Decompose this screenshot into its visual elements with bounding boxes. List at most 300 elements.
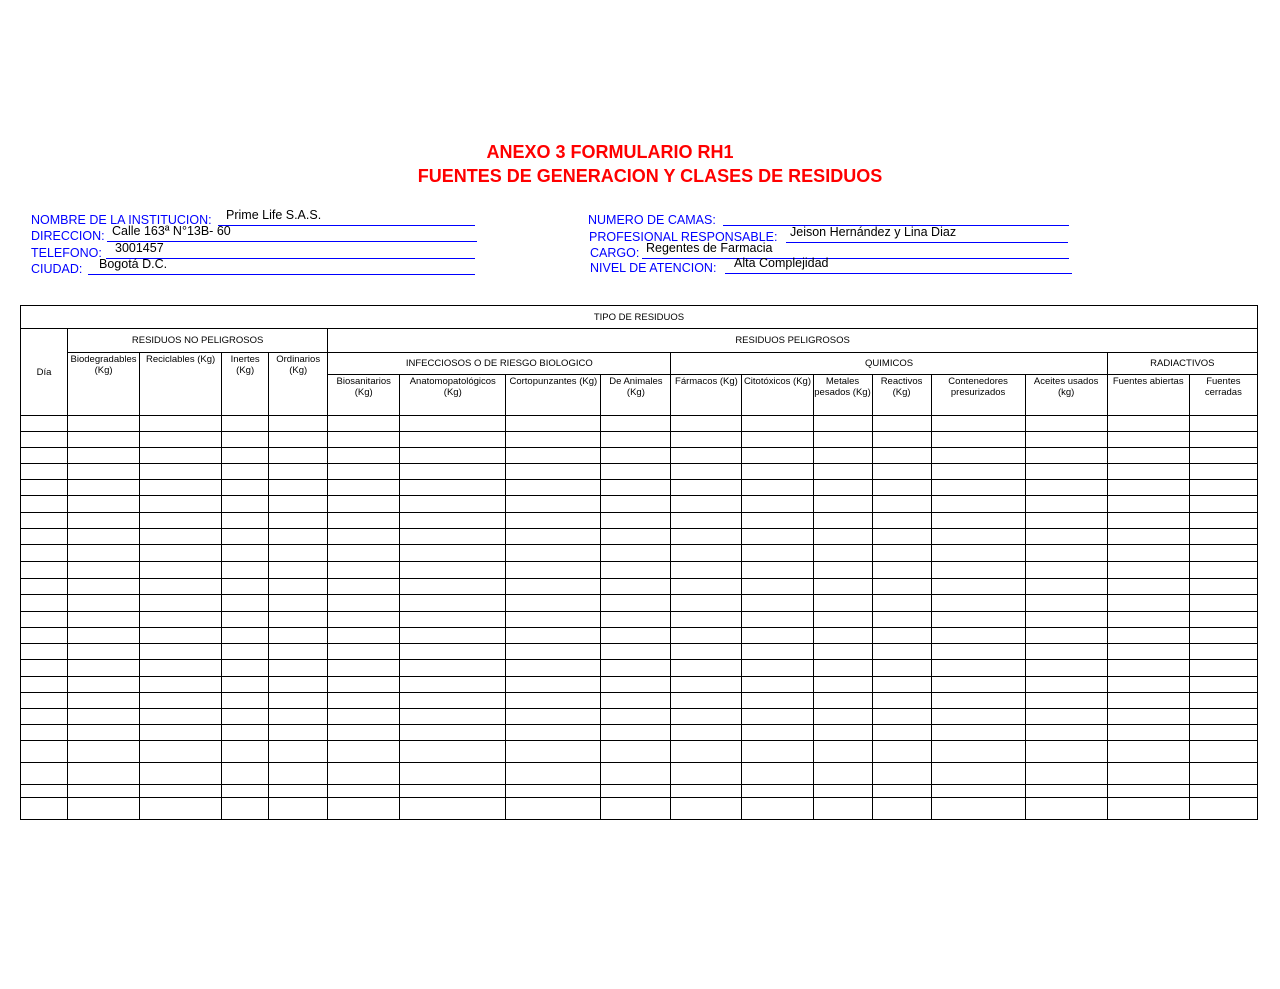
table-cell[interactable] xyxy=(671,741,742,763)
table-cell[interactable] xyxy=(1189,432,1257,448)
table-cell[interactable] xyxy=(813,464,872,480)
table-cell[interactable] xyxy=(21,725,68,741)
table-cell[interactable] xyxy=(872,480,931,496)
table-cell[interactable] xyxy=(742,448,813,464)
table-cell[interactable] xyxy=(872,741,931,763)
table-cell[interactable] xyxy=(1025,562,1107,579)
table-cell[interactable] xyxy=(269,513,328,529)
table-cell[interactable] xyxy=(328,416,400,432)
table-cell[interactable] xyxy=(1189,496,1257,513)
table-cell[interactable] xyxy=(813,725,872,741)
table-cell[interactable] xyxy=(222,709,269,725)
table-cell[interactable] xyxy=(21,798,68,820)
table-cell[interactable] xyxy=(1025,529,1107,545)
table-cell[interactable] xyxy=(742,545,813,562)
table-cell[interactable] xyxy=(671,595,742,612)
table-cell[interactable] xyxy=(506,798,601,820)
table-cell[interactable] xyxy=(68,798,140,820)
table-cell[interactable] xyxy=(68,660,140,677)
table-cell[interactable] xyxy=(872,725,931,741)
table-cell[interactable] xyxy=(931,677,1025,693)
table-cell[interactable] xyxy=(140,579,222,595)
table-cell[interactable] xyxy=(742,562,813,579)
table-cell[interactable] xyxy=(21,579,68,595)
table-cell[interactable] xyxy=(400,763,506,785)
table-cell[interactable] xyxy=(328,448,400,464)
table-cell[interactable] xyxy=(1189,709,1257,725)
table-cell[interactable] xyxy=(1189,545,1257,562)
table-cell[interactable] xyxy=(140,785,222,798)
table-cell[interactable] xyxy=(931,660,1025,677)
table-cell[interactable] xyxy=(1189,416,1257,432)
table-cell[interactable] xyxy=(1025,644,1107,660)
table-cell[interactable] xyxy=(1189,785,1257,798)
table-cell[interactable] xyxy=(269,496,328,513)
table-cell[interactable] xyxy=(328,677,400,693)
table-cell[interactable] xyxy=(269,562,328,579)
table-cell[interactable] xyxy=(400,448,506,464)
table-cell[interactable] xyxy=(328,628,400,644)
table-cell[interactable] xyxy=(328,644,400,660)
table-cell[interactable] xyxy=(601,763,671,785)
table-cell[interactable] xyxy=(601,579,671,595)
table-cell[interactable] xyxy=(671,628,742,644)
table-cell[interactable] xyxy=(931,562,1025,579)
table-cell[interactable] xyxy=(742,579,813,595)
table-cell[interactable] xyxy=(506,562,601,579)
table-cell[interactable] xyxy=(813,785,872,798)
table-cell[interactable] xyxy=(506,644,601,660)
table-cell[interactable] xyxy=(21,628,68,644)
table-cell[interactable] xyxy=(222,464,269,480)
table-cell[interactable] xyxy=(601,612,671,628)
table-cell[interactable] xyxy=(328,660,400,677)
table-cell[interactable] xyxy=(931,595,1025,612)
table-cell[interactable] xyxy=(872,677,931,693)
table-cell[interactable] xyxy=(21,448,68,464)
table-cell[interactable] xyxy=(222,763,269,785)
table-cell[interactable] xyxy=(1025,464,1107,480)
table-cell[interactable] xyxy=(400,579,506,595)
table-cell[interactable] xyxy=(140,448,222,464)
table-cell[interactable] xyxy=(872,464,931,480)
table-cell[interactable] xyxy=(328,464,400,480)
table-cell[interactable] xyxy=(671,545,742,562)
table-cell[interactable] xyxy=(68,480,140,496)
camas-field[interactable] xyxy=(588,210,1070,226)
table-cell[interactable] xyxy=(21,416,68,432)
table-cell[interactable] xyxy=(140,798,222,820)
table-cell[interactable] xyxy=(68,709,140,725)
table-cell[interactable] xyxy=(68,785,140,798)
table-cell[interactable] xyxy=(742,798,813,820)
table-cell[interactable] xyxy=(931,496,1025,513)
table-cell[interactable] xyxy=(601,709,671,725)
table-cell[interactable] xyxy=(1107,448,1189,464)
table-cell[interactable] xyxy=(68,595,140,612)
table-cell[interactable] xyxy=(931,480,1025,496)
table-cell[interactable] xyxy=(21,464,68,480)
table-cell[interactable] xyxy=(328,513,400,529)
table-cell[interactable] xyxy=(671,529,742,545)
table-cell[interactable] xyxy=(68,513,140,529)
table-cell[interactable] xyxy=(1189,660,1257,677)
table-cell[interactable] xyxy=(68,416,140,432)
table-cell[interactable] xyxy=(813,545,872,562)
table-cell[interactable] xyxy=(872,709,931,725)
table-cell[interactable] xyxy=(21,480,68,496)
table-cell[interactable] xyxy=(269,448,328,464)
table-cell[interactable] xyxy=(269,741,328,763)
table-cell[interactable] xyxy=(506,595,601,612)
table-cell[interactable] xyxy=(1189,595,1257,612)
table-cell[interactable] xyxy=(140,545,222,562)
table-cell[interactable] xyxy=(872,644,931,660)
table-cell[interactable] xyxy=(742,644,813,660)
table-cell[interactable] xyxy=(222,595,269,612)
table-cell[interactable] xyxy=(671,725,742,741)
table-cell[interactable] xyxy=(140,562,222,579)
table-cell[interactable] xyxy=(931,763,1025,785)
table-cell[interactable] xyxy=(68,644,140,660)
table-cell[interactable] xyxy=(601,562,671,579)
table-cell[interactable] xyxy=(872,416,931,432)
table-cell[interactable] xyxy=(1189,798,1257,820)
table-cell[interactable] xyxy=(328,763,400,785)
table-cell[interactable] xyxy=(400,545,506,562)
table-cell[interactable] xyxy=(813,628,872,644)
table-cell[interactable] xyxy=(931,798,1025,820)
table-cell[interactable] xyxy=(1189,464,1257,480)
table-cell[interactable] xyxy=(222,579,269,595)
table-cell[interactable] xyxy=(269,709,328,725)
table-cell[interactable] xyxy=(140,464,222,480)
table-cell[interactable] xyxy=(222,496,269,513)
table-cell[interactable] xyxy=(506,763,601,785)
table-cell[interactable] xyxy=(506,741,601,763)
table-cell[interactable] xyxy=(1107,763,1189,785)
table-cell[interactable] xyxy=(140,432,222,448)
table-cell[interactable] xyxy=(671,513,742,529)
table-cell[interactable] xyxy=(931,513,1025,529)
table-cell[interactable] xyxy=(742,677,813,693)
table-cell[interactable] xyxy=(140,677,222,693)
table-cell[interactable] xyxy=(1025,448,1107,464)
table-cell[interactable] xyxy=(1189,513,1257,529)
table-cell[interactable] xyxy=(1189,628,1257,644)
institucion-field[interactable] xyxy=(31,210,476,226)
table-cell[interactable] xyxy=(671,562,742,579)
table-cell[interactable] xyxy=(1107,464,1189,480)
table-cell[interactable] xyxy=(931,693,1025,709)
table-cell[interactable] xyxy=(872,579,931,595)
table-cell[interactable] xyxy=(1025,709,1107,725)
table-cell[interactable] xyxy=(742,529,813,545)
table-cell[interactable] xyxy=(400,644,506,660)
table-cell[interactable] xyxy=(269,644,328,660)
table-cell[interactable] xyxy=(931,709,1025,725)
table-cell[interactable] xyxy=(1107,798,1189,820)
table-cell[interactable] xyxy=(601,545,671,562)
table-cell[interactable] xyxy=(222,628,269,644)
table-cell[interactable] xyxy=(1107,529,1189,545)
table-cell[interactable] xyxy=(328,612,400,628)
telefono-field[interactable] xyxy=(31,243,476,259)
table-cell[interactable] xyxy=(742,725,813,741)
table-cell[interactable] xyxy=(931,741,1025,763)
table-cell[interactable] xyxy=(222,562,269,579)
table-cell[interactable] xyxy=(601,741,671,763)
table-cell[interactable] xyxy=(1107,660,1189,677)
table-cell[interactable] xyxy=(269,545,328,562)
table-cell[interactable] xyxy=(931,725,1025,741)
table-cell[interactable] xyxy=(872,785,931,798)
table-cell[interactable] xyxy=(269,628,328,644)
table-cell[interactable] xyxy=(68,725,140,741)
table-cell[interactable] xyxy=(1025,763,1107,785)
table-cell[interactable] xyxy=(400,416,506,432)
table-cell[interactable] xyxy=(269,464,328,480)
table-cell[interactable] xyxy=(1025,693,1107,709)
table-cell[interactable] xyxy=(68,612,140,628)
table-cell[interactable] xyxy=(506,480,601,496)
table-cell[interactable] xyxy=(140,709,222,725)
table-cell[interactable] xyxy=(1107,579,1189,595)
table-cell[interactable] xyxy=(1107,416,1189,432)
table-cell[interactable] xyxy=(1025,741,1107,763)
table-cell[interactable] xyxy=(21,496,68,513)
table-cell[interactable] xyxy=(601,785,671,798)
table-cell[interactable] xyxy=(21,545,68,562)
table-cell[interactable] xyxy=(872,595,931,612)
table-cell[interactable] xyxy=(1025,416,1107,432)
table-cell[interactable] xyxy=(671,416,742,432)
table-cell[interactable] xyxy=(506,545,601,562)
table-cell[interactable] xyxy=(601,660,671,677)
table-cell[interactable] xyxy=(671,464,742,480)
cargo-field[interactable] xyxy=(590,243,1070,259)
table-cell[interactable] xyxy=(140,496,222,513)
table-cell[interactable] xyxy=(400,464,506,480)
table-cell[interactable] xyxy=(813,741,872,763)
table-cell[interactable] xyxy=(1189,579,1257,595)
table-cell[interactable] xyxy=(328,595,400,612)
table-cell[interactable] xyxy=(68,529,140,545)
table-cell[interactable] xyxy=(1189,693,1257,709)
table-cell[interactable] xyxy=(1025,595,1107,612)
table-cell[interactable] xyxy=(1189,448,1257,464)
table-cell[interactable] xyxy=(601,644,671,660)
table-cell[interactable] xyxy=(21,709,68,725)
table-cell[interactable] xyxy=(742,785,813,798)
table-cell[interactable] xyxy=(68,693,140,709)
table-cell[interactable] xyxy=(931,448,1025,464)
table-cell[interactable] xyxy=(140,513,222,529)
table-cell[interactable] xyxy=(742,416,813,432)
table-cell[interactable] xyxy=(1189,677,1257,693)
table-cell[interactable] xyxy=(671,612,742,628)
table-cell[interactable] xyxy=(742,480,813,496)
table-cell[interactable] xyxy=(68,464,140,480)
table-cell[interactable] xyxy=(931,579,1025,595)
table-cell[interactable] xyxy=(931,545,1025,562)
table-cell[interactable] xyxy=(222,612,269,628)
table-cell[interactable] xyxy=(506,785,601,798)
table-cell[interactable] xyxy=(68,562,140,579)
table-cell[interactable] xyxy=(21,741,68,763)
table-cell[interactable] xyxy=(269,416,328,432)
table-cell[interactable] xyxy=(671,709,742,725)
table-cell[interactable] xyxy=(931,432,1025,448)
table-cell[interactable] xyxy=(400,480,506,496)
table-cell[interactable] xyxy=(742,709,813,725)
table-cell[interactable] xyxy=(68,741,140,763)
table-cell[interactable] xyxy=(872,432,931,448)
table-cell[interactable] xyxy=(506,579,601,595)
table-cell[interactable] xyxy=(222,785,269,798)
table-cell[interactable] xyxy=(400,709,506,725)
table-cell[interactable] xyxy=(222,545,269,562)
table-cell[interactable] xyxy=(931,529,1025,545)
table-cell[interactable] xyxy=(1189,529,1257,545)
table-cell[interactable] xyxy=(21,513,68,529)
table-cell[interactable] xyxy=(813,595,872,612)
table-cell[interactable] xyxy=(222,677,269,693)
table-cell[interactable] xyxy=(813,432,872,448)
direccion-field[interactable] xyxy=(31,226,478,242)
table-cell[interactable] xyxy=(742,595,813,612)
table-cell[interactable] xyxy=(506,677,601,693)
table-cell[interactable] xyxy=(931,416,1025,432)
table-cell[interactable] xyxy=(742,660,813,677)
table-cell[interactable] xyxy=(140,529,222,545)
table-cell[interactable] xyxy=(222,448,269,464)
table-cell[interactable] xyxy=(222,693,269,709)
ciudad-field[interactable] xyxy=(31,259,476,275)
table-cell[interactable] xyxy=(506,464,601,480)
table-cell[interactable] xyxy=(1025,545,1107,562)
table-cell[interactable] xyxy=(742,464,813,480)
table-cell[interactable] xyxy=(269,785,328,798)
table-cell[interactable] xyxy=(269,798,328,820)
table-cell[interactable] xyxy=(601,595,671,612)
table-cell[interactable] xyxy=(813,693,872,709)
table-cell[interactable] xyxy=(1107,480,1189,496)
table-cell[interactable] xyxy=(222,741,269,763)
table-cell[interactable] xyxy=(400,798,506,820)
table-cell[interactable] xyxy=(400,677,506,693)
table-cell[interactable] xyxy=(328,579,400,595)
table-cell[interactable] xyxy=(601,677,671,693)
table-cell[interactable] xyxy=(328,741,400,763)
table-cell[interactable] xyxy=(1189,763,1257,785)
table-cell[interactable] xyxy=(1107,725,1189,741)
table-cell[interactable] xyxy=(21,432,68,448)
table-cell[interactable] xyxy=(68,448,140,464)
table-cell[interactable] xyxy=(222,798,269,820)
table-cell[interactable] xyxy=(813,660,872,677)
table-cell[interactable] xyxy=(1025,677,1107,693)
table-cell[interactable] xyxy=(21,660,68,677)
table-cell[interactable] xyxy=(1025,628,1107,644)
table-cell[interactable] xyxy=(506,660,601,677)
table-cell[interactable] xyxy=(1107,612,1189,628)
table-cell[interactable] xyxy=(400,496,506,513)
table-cell[interactable] xyxy=(601,416,671,432)
table-cell[interactable] xyxy=(601,693,671,709)
table-cell[interactable] xyxy=(21,677,68,693)
table-cell[interactable] xyxy=(328,709,400,725)
table-cell[interactable] xyxy=(140,693,222,709)
table-cell[interactable] xyxy=(671,432,742,448)
table-cell[interactable] xyxy=(1189,480,1257,496)
table-cell[interactable] xyxy=(222,513,269,529)
table-cell[interactable] xyxy=(742,513,813,529)
nivel-field[interactable] xyxy=(590,258,1073,274)
table-cell[interactable] xyxy=(400,595,506,612)
table-cell[interactable] xyxy=(671,763,742,785)
table-cell[interactable] xyxy=(68,628,140,644)
table-cell[interactable] xyxy=(328,529,400,545)
table-cell[interactable] xyxy=(813,612,872,628)
table-cell[interactable] xyxy=(222,644,269,660)
table-cell[interactable] xyxy=(742,741,813,763)
table-cell[interactable] xyxy=(506,693,601,709)
table-cell[interactable] xyxy=(269,725,328,741)
table-cell[interactable] xyxy=(671,480,742,496)
table-cell[interactable] xyxy=(742,496,813,513)
table-cell[interactable] xyxy=(222,480,269,496)
table-cell[interactable] xyxy=(21,529,68,545)
table-cell[interactable] xyxy=(140,763,222,785)
table-cell[interactable] xyxy=(931,464,1025,480)
table-cell[interactable] xyxy=(328,545,400,562)
table-cell[interactable] xyxy=(742,693,813,709)
table-cell[interactable] xyxy=(1189,741,1257,763)
table-cell[interactable] xyxy=(671,660,742,677)
table-cell[interactable] xyxy=(601,798,671,820)
table-cell[interactable] xyxy=(1107,741,1189,763)
table-cell[interactable] xyxy=(1107,628,1189,644)
table-cell[interactable] xyxy=(1107,496,1189,513)
table-cell[interactable] xyxy=(813,562,872,579)
table-cell[interactable] xyxy=(1107,677,1189,693)
table-cell[interactable] xyxy=(813,496,872,513)
table-cell[interactable] xyxy=(506,513,601,529)
table-cell[interactable] xyxy=(68,545,140,562)
table-cell[interactable] xyxy=(1025,612,1107,628)
table-cell[interactable] xyxy=(931,644,1025,660)
table-cell[interactable] xyxy=(269,693,328,709)
table-cell[interactable] xyxy=(328,725,400,741)
table-cell[interactable] xyxy=(400,693,506,709)
table-cell[interactable] xyxy=(1189,562,1257,579)
table-cell[interactable] xyxy=(671,496,742,513)
table-cell[interactable] xyxy=(872,660,931,677)
table-cell[interactable] xyxy=(140,480,222,496)
table-cell[interactable] xyxy=(872,763,931,785)
table-cell[interactable] xyxy=(222,725,269,741)
table-cell[interactable] xyxy=(68,579,140,595)
table-cell[interactable] xyxy=(269,612,328,628)
table-cell[interactable] xyxy=(222,432,269,448)
table-cell[interactable] xyxy=(1107,693,1189,709)
table-cell[interactable] xyxy=(506,448,601,464)
table-cell[interactable] xyxy=(328,785,400,798)
table-cell[interactable] xyxy=(68,677,140,693)
table-cell[interactable] xyxy=(1025,513,1107,529)
table-cell[interactable] xyxy=(400,660,506,677)
